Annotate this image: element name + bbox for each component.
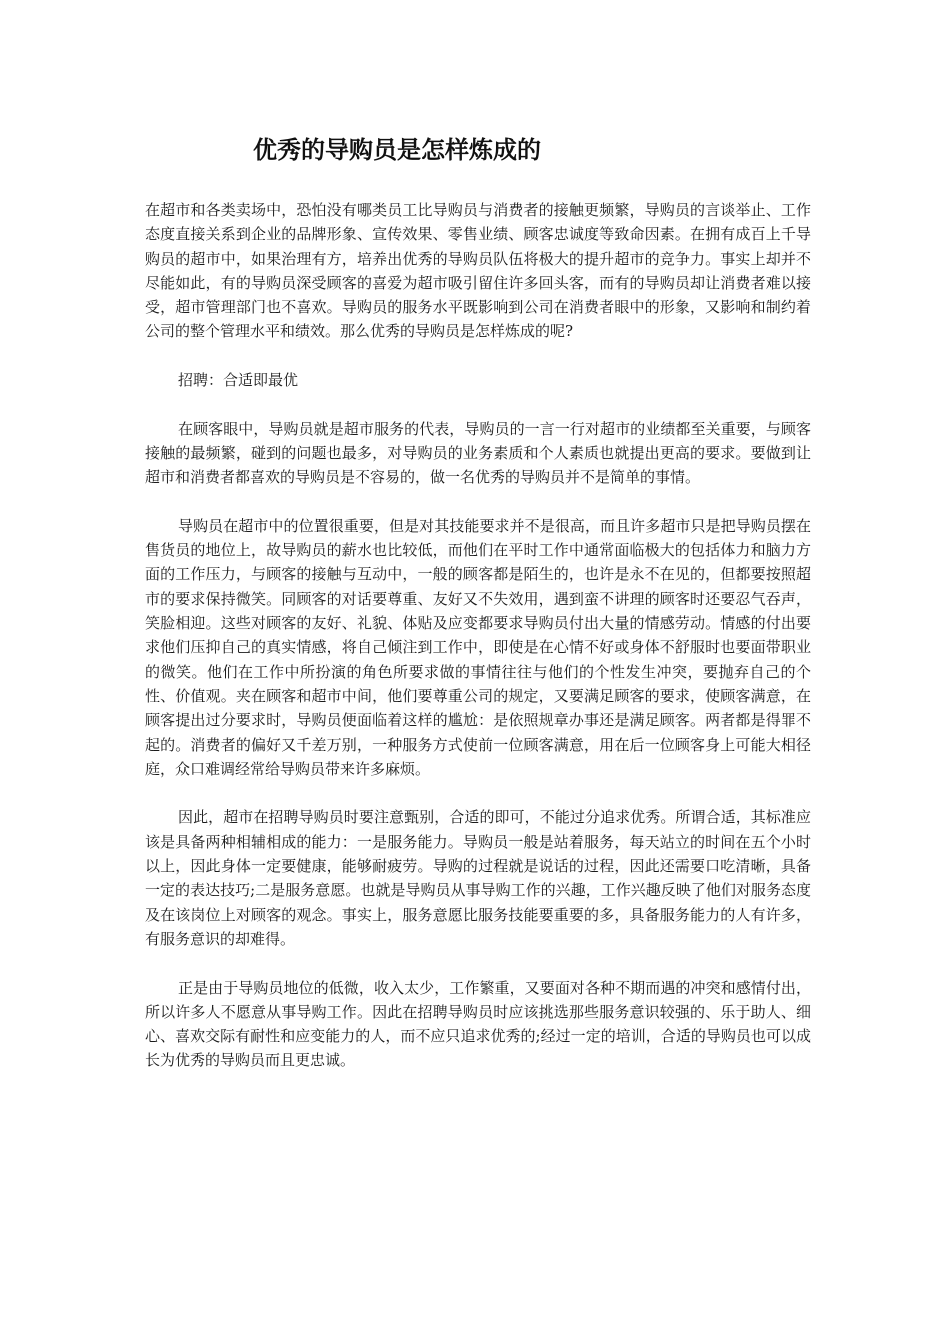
document-body <box>145 198 811 1097</box>
body-paragraph: 导购员在超市中的位置很重要，但是对其技能要求并不是很高，而且许多超市只是把导购员摆在售货员的地位上，故导购员的薪水也比较低，而他们在平时工作中通常面临极大的包括体力和脑力方面的工作压力，与顾客的接触与互动中，一般的顾客都是陌生的，也许是永不在见的，但都要按照超市的要求保持微笑。同顾客的对话要尊重、友好又不失效用，遇到蛮不讲理的顾客时还要忍气吞声，笑脸相迎。这些对顾客的友好、礼貌、体贴及应变都要求导购员付出大量的情感劳动。情感的付出要求他们压抑自己的真实情感，将自己倾注到工作中，即使是在心情不好或身体不舒服时也要面带职业的微笑。他们在工作中所扮演的角色所要求做的事情往往与他们的个性发生冲突，要抛弃自己的个性、价值观。夹在顾客和超市中间，他们要尊重公司的规定，又要满足顾客的要求，使顾客满意，在顾客提出过分要求时，导购员便面临着这样的尴尬：是依照规章办事还是满足顾客。两者都是得罪不起的。消费者的偏好又千差万别，一种服务方式使前一位顾客满意，用在后一位顾客身上可能大相径庭，众口难调经常给导购员带来许多麻烦。 <box>145 516 811 778</box>
intro-paragraph: 在超市和各类卖场中，恐怕没有哪类员工比导购员与消费者的接触更频繁，导购员的言谈举止、工作态度直接关系到企业的品牌形象、宣传效果、零售业绩、顾客忠诚度等致命因素。在拥有成百上千导购员的超市中，如果治理有方，培养出优秀的导购员队伍将极大的提升超市的竞争力。事实上却并不尽能如此，有的导购员深受顾客的喜爱为超市吸引留住许多回头客，而有的导购员却让消费者难以接受，超市管理部门也不喜欢。导购员的服务水平既影响到公司在消费者眼中的形象，又影响和制约着公司的整个管理水平和绩效。那么优秀的导购员是怎样炼成的呢? <box>145 201 811 341</box>
section-heading-recruitment: 招聘：合适即最优 <box>178 371 299 390</box>
body-paragraph: 正是由于导购员地位的低微，收入太少，工作繁重，又要面对各种不期而遇的冲突和感情付出，所以许多人不愿意从事导购工作。因此在招聘导购员时应该挑选那些服务意识较强的、乐于助人、细心、喜欢交际有耐性和应变能力的人，而不应只追求优秀的;经过一定的培训，合适的导购员也可以成长为优秀的导购员而且更忠诚。 <box>145 978 811 1070</box>
body-paragraph: 因此，超市在招聘导购员时要注意甄别，合适的即可，不能过分追求优秀。所谓合适，其标准应该是具备两种相辅相成的能力：一是服务能力。导购员一般是站着服务，每天站立的时间在五个小时以上，因此身体一定要健康，能够耐疲劳。导购的过程就是说话的过程，因此还需要口吃清晰，具备一定的表达技巧;二是服务意愿。也就是导购员从事导购工作的兴趣，工作兴趣反映了他们对服务态度及在该岗位上对顾客的观念。事实上，服务意愿比服务技能要重要的多，具备服务能力的人有许多，有服务意识的却难得。 <box>145 808 811 948</box>
body-paragraph: 在顾客眼中，导购员就是超市服务的代表，导购员的一言一行对超市的业绩都至关重要，与顾客接触的最频繁，碰到的问题也最多，对导购员的业务素质和个人素质也就提出更高的要求。要做到让超市和消费者都喜欢的导购员是不容易的，做一名优秀的导购员并不是简单的事情。 <box>145 419 811 487</box>
document-title: 优秀的导购员是怎样炼成的 <box>253 135 541 164</box>
